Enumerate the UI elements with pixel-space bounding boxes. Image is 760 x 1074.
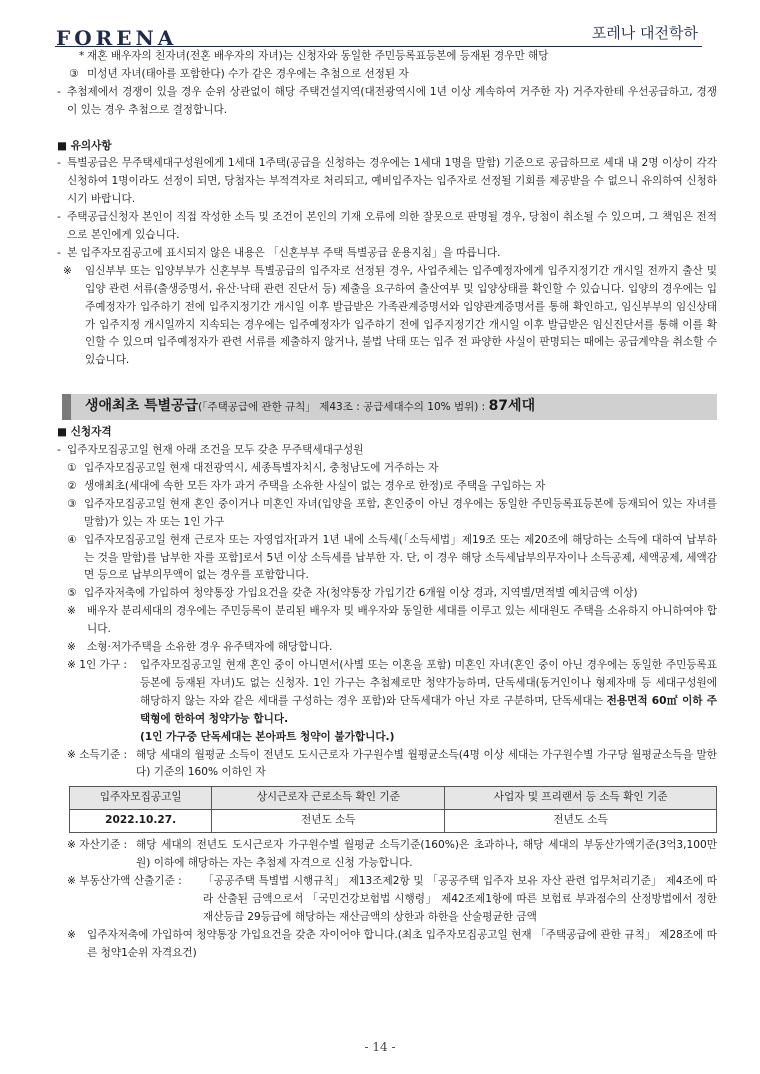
notes-heading: ■ 유의사항 <box>57 139 112 152</box>
page-header <box>0 0 760 48</box>
qualification-heading: ■ 신청자격 <box>57 426 112 439</box>
note-label: ※ 1인 가구 : <box>67 658 127 671</box>
section-banner <box>62 394 717 420</box>
section-count: 87세대 <box>488 397 536 414</box>
note-marker: ※ <box>67 605 76 618</box>
list-marker: ② <box>67 479 77 492</box>
list-text: 본 입주자모집공고에 표시되지 않은 내용은 「신혼부부 주택 특별공급 운용지침」을 따릅니다. <box>67 246 501 259</box>
list-item <box>57 245 717 263</box>
note-text: 해당 세대의 월평균 소득이 전년도 도시근로자 가구원수별 월평균소득(4명 이상 세대는 가구원수별 가구당 월평균소득을 말한다) 기준의 160% 이하인 자 <box>136 748 717 779</box>
list-text: 특별공급은 무주택세대구성원에게 1세대 1주택(공급을 신청하는 경우에는 1세대 1명을 말함) 기준으로 공급하므로 세대 내 2명 이상이 각각 신청하여 1명이라도 선정이 되면, 당첨자는 부적격자로 처리되고, 예비입주자는 입주자로 선정될 기회를 제공받을 수 없으니 유의하여 신청하시기 바랍니다. <box>67 157 717 206</box>
list-text: 입주자모집공고일 현재 혼인 중이거나 미혼인 자녀(입양을 포함, 혼인중이 아닌 경우에는 동일한 주민등록표등본에 등재되어 있는 자녀를 말함)가 있는 자 또는 1인 가구 <box>84 497 717 528</box>
note-marker: ※ <box>67 641 76 654</box>
list-text: 재혼 배우자의 친자녀(전혼 배우자의 자녀)는 신청자와 동일한 주민등록표등본에 등재된 경우만 해당 <box>87 50 549 62</box>
section-subtitle: (「주택공급에 관한 규칙」 제43조 : 공급세대수의 10% 범위) : <box>198 400 489 413</box>
list-marker: - <box>57 246 61 259</box>
table-header: 사업자 및 프리랜서 등 소득 확인 기준 <box>445 787 717 810</box>
note-item <box>57 639 717 657</box>
note-label: ※ 부동산가액 산출기준 : <box>67 875 182 888</box>
list-marker: - <box>57 211 61 224</box>
header-title: 포레나 대전학하 <box>591 24 698 42</box>
list-item <box>57 48 717 66</box>
note-label: ※ 자산기준 : <box>67 839 128 852</box>
list-marker: - <box>57 157 61 170</box>
asset-criteria-note <box>57 837 717 873</box>
list-item <box>57 155 717 209</box>
list-item <box>57 263 717 370</box>
list-text: 미성년 자녀(태아를 포함한다) 수가 같은 경우에는 추첨으로 선정된 자 <box>87 67 409 80</box>
list-item <box>57 84 717 120</box>
list-item <box>57 442 717 460</box>
list-marker: ⑤ <box>67 587 77 600</box>
table-row <box>70 810 717 833</box>
list-text: 추첨제에서 경쟁이 있을 경우 순위 상관없이 해당 주택건설지역(대전광역시에 1년 이상 계속하여 거주한 자) 거주자한테 우선공급하고, 경쟁이 있는 경우 추첨으로 결정합니다. <box>67 85 717 116</box>
list-marker: ① <box>67 462 77 474</box>
note-emphasis: 전용면적 60㎡ 이하 주택형에 한하여 청약가능 합니다. <box>140 694 717 725</box>
brand-logo: FORENA <box>56 26 178 50</box>
list-text: 입주자저축에 가입하여 청약통장 가입요건을 갖춘 자(청약통장 가입기간 6개월 이상 경과, 지역별/면적별 예치금액 이상) <box>84 587 638 600</box>
list-text: 입주자모집공고일 현재 근로자 또는 자영업자[과거 1년 내에 소득세(「소득세법」제19조 또는 제20조에 해당하는 소득에 대하여 납부하는 것을 말함)를 납부한 자를 포함]로서 5년 이상 소득세를 납부한 자. 단, 이 경우 해당 소득세납부의무자이나 소득공제, 세액공제, 세액감면 등으로 납부의무액이 없는 경우를 포함합니다. <box>84 533 717 582</box>
header-divider <box>55 46 702 47</box>
list-marker: ※ <box>63 264 72 277</box>
list-item <box>57 66 717 84</box>
note-text: 입주자모집공고일 현재 혼인 중이 아니면서(사별 또는 이혼을 포함) 미혼인 자녀(혼인 중이 아닌 경우에는 동일한 주민등록표등본에 등재된 자녀)도 없는 신청자. 1인 가구는 추첨제로만 청약가능하며, 단독세대(동거인이나 형제자매 등 세대구성원에 해당하지 않는 자와 같은 세대를 구성하는 경우 포함)와 단독세대가 아닌 자로 구분하며, 단독세대는 <box>140 658 717 707</box>
list-text: 생애최초(세대에 속한 모든 자가 과거 주택을 소유한 사실이 없는 경우로 한정)로 주택을 구입하는 자 <box>84 479 546 492</box>
property-value-note <box>57 873 717 927</box>
list-marker: ④ <box>67 533 77 546</box>
note-label: ※ 소득기준 : <box>67 748 128 761</box>
list-text: 주택공급신청자 본인이 직접 작성한 소득 및 조건이 본인의 기재 오류에 의한 잘못으로 판명될 경우, 당첨이 취소될 수 있으며, 그 책임은 전적으로 본인에게 있습니다. <box>67 211 717 242</box>
income-criteria-note <box>57 747 717 783</box>
document-body <box>57 48 717 963</box>
table-cell: 전년도 소득 <box>212 810 445 833</box>
list-marker: - <box>57 444 61 457</box>
page-number: - 14 - <box>364 1040 396 1054</box>
list-item <box>57 460 717 478</box>
table-cell: 2022.10.27. <box>70 810 212 833</box>
list-text: 입주자모집공고일 현재 대전광역시, 세종특별자치시, 충청남도에 거주하는 자 <box>84 462 439 474</box>
table-header: 상시근로자 근로소득 확인 기준 <box>212 787 445 810</box>
list-item <box>57 532 717 586</box>
list-text: 임신부부 또는 입양부부가 신혼부부 특별공급의 입주자로 선정된 경우, 사업주체는 입주예정자에게 입주지정기간 개시일 전까지 출산 및 입양 관련 서류(출생증명서, 유산·낙태 관련 진단서 등) 제출을 요구하여 출산여부 및 입양상태를 확인할 수 있습니다. 입양의 경우에는 입주예정자가 입주하기 전에 입주지정기간 개시일 이후 발급받은 가족관계증명서와 입양관계증명서를 통해 확인하고, 임신부부의 임신상태가 입주지정 개시일까지 지속되는 경우에는 입주예정자가 입주하기 전에 입주지정기간 개시일 이후 발급받은 임신진단서를 통해 이를 확인할 수 있으며 입주예정자가 관련 서류를 제출하지 않거나, 불법 낙태 또는 입주 전 파양한 사실이 판명되는 때에는 공급계약을 취소할 수 있습니다. <box>85 264 717 367</box>
table-cell: 전년도 소득 <box>445 810 717 833</box>
list-item <box>57 496 717 532</box>
note-text: 「공공주택 특별법 시행규칙」 제13조제2항 및 「공공주택 입주자 보유 자산 관련 업무처리기준」 제4조에 따라 산출된 금액으로서 「국민건강보험법 시행령」 제42조제1항에 따른 보험료 부과점수의 산정방법에서 정한 재산등급 29등급에 해당하는 재산금액의 상한과 하한을 산술평균한 금액 <box>203 875 717 923</box>
list-text: 입주자모집공고일 현재 아래 조건을 모두 갖춘 무주택세대구성원 <box>67 444 364 457</box>
list-marker: * <box>79 50 85 62</box>
list-item <box>57 209 717 245</box>
note-text: 소형·저가주택을 소유한 경우 유주택자에 해당합니다. <box>87 641 333 654</box>
note-text: 해당 세대의 전년도 도시근로자 가구원수별 월평균 소득기준(160%)은 초과하나, 해당 세대의 부동산가액기준(3억3,100만원) 이하에 해당하는 자는 추첨제 자격으로 신청 가능합니다. <box>136 839 717 870</box>
list-marker: - <box>57 85 61 98</box>
list-marker: ③ <box>69 67 79 80</box>
table-header: 입주자모집공고일 <box>70 787 212 810</box>
table-header-row <box>70 787 717 810</box>
list-item <box>57 478 717 496</box>
note-item <box>57 927 717 963</box>
note-text: 입주자저축에 가입하여 청약통장 가입요건을 갖춘 자이어야 합니다.(최초 입주자모집공고일 현재 「주택공급에 관한 규칙」 제28조에 따른 청약1순위 자격요건) <box>87 928 717 959</box>
note-marker: ※ <box>67 928 76 941</box>
banner-accent <box>62 394 71 420</box>
income-basis-table <box>69 786 717 833</box>
list-marker: ③ <box>67 497 77 510</box>
list-item <box>57 585 717 603</box>
note-text: 배우자 분리세대의 경우에는 주민등록이 분리된 배우자 및 배우자와 동일한 세대를 이루고 있는 세대원도 주택을 소유하지 아니하여야 합니다. <box>87 605 717 636</box>
note-emphasis-2: (1인 가구중 단독세대는 본아파트 청약이 불가합니다.) <box>140 730 395 743</box>
section-title: 생애최초 특별공급 <box>85 397 199 414</box>
note-item <box>57 603 717 639</box>
single-household-note <box>57 657 717 747</box>
